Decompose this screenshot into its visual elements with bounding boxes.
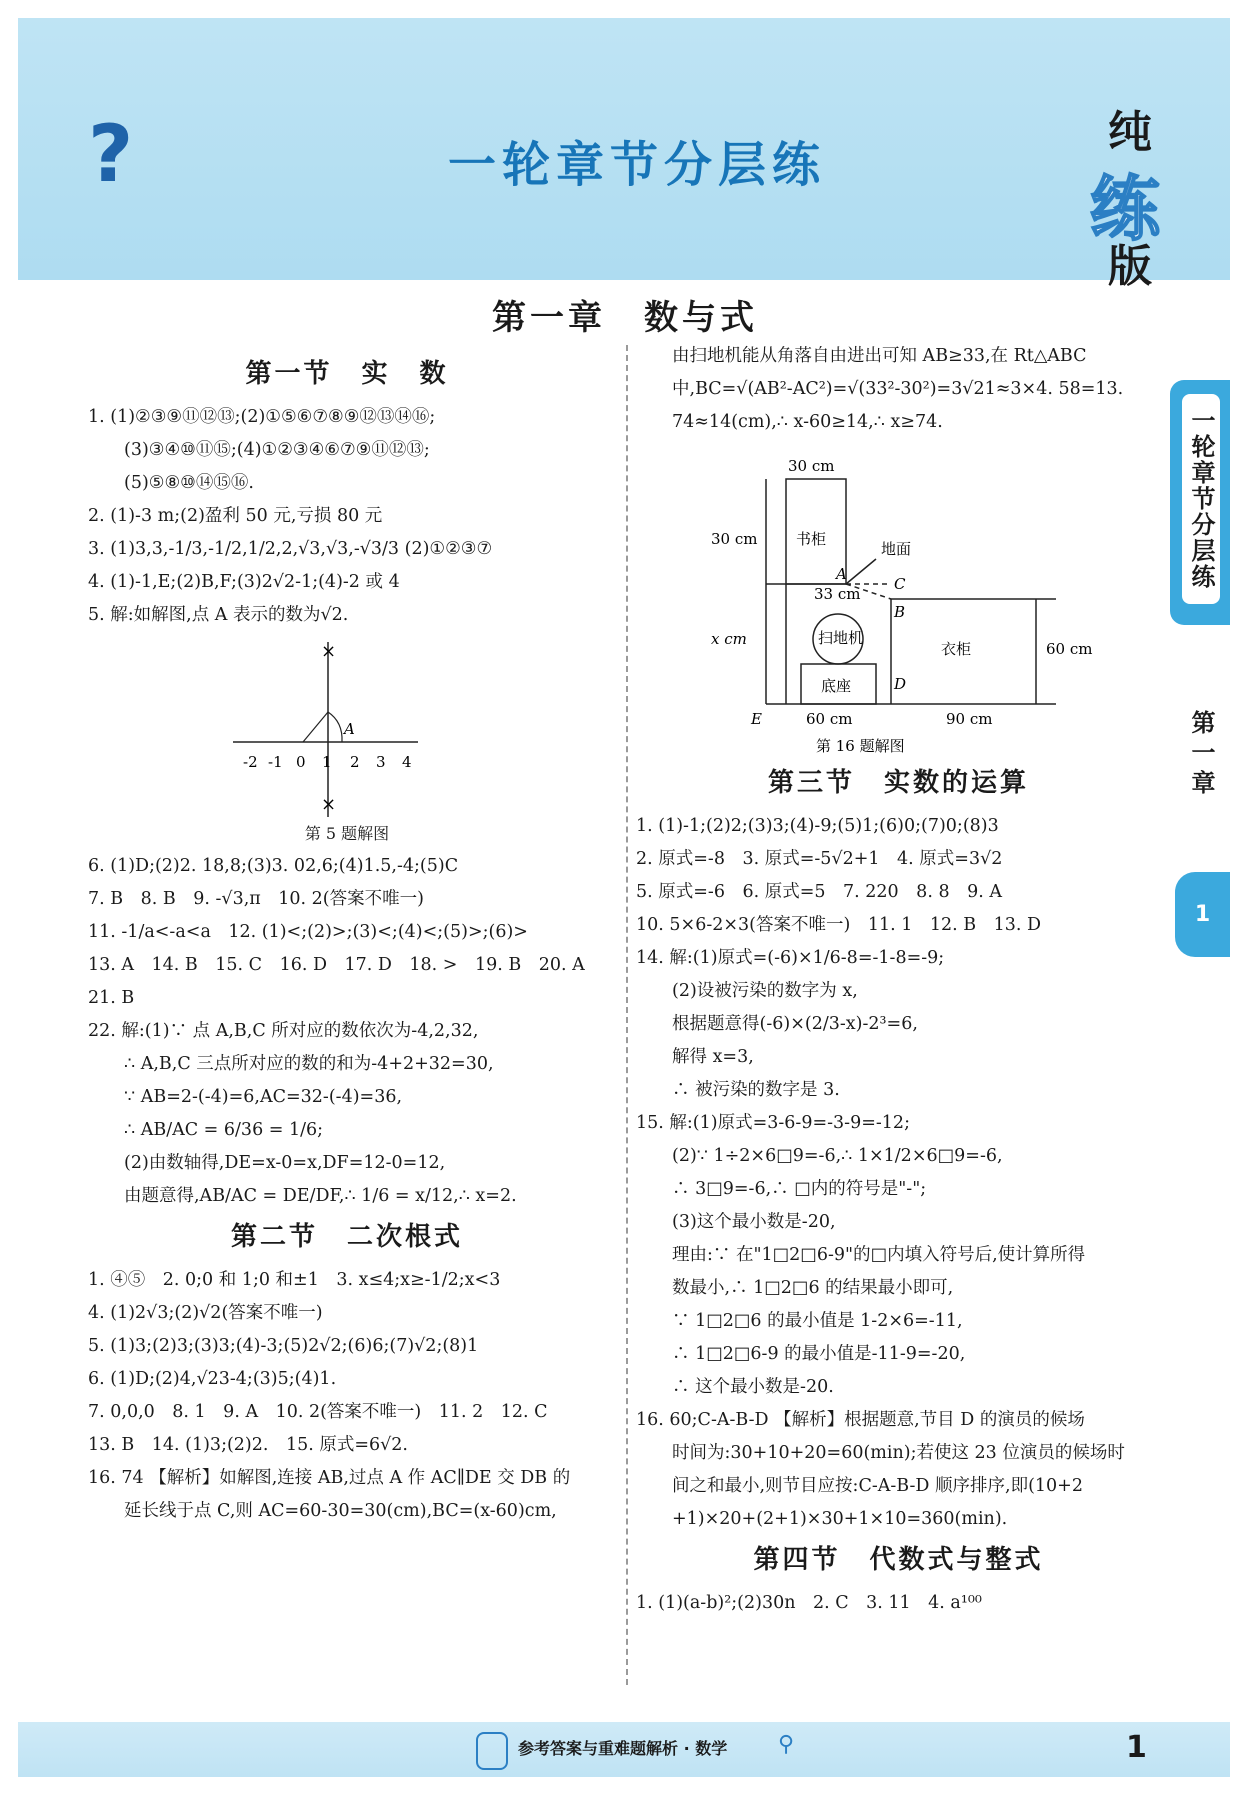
answer-line: 5. 解:如解图,点 A 表示的数为√2. [88,605,349,625]
section-title: 第一节 实 数 [245,359,449,389]
answer-line: (2)∵ 1÷2×6□9=-6,∴ 1×1/2×6□9=-6, [672,1146,1003,1166]
answer-line: 解得 x=3, [672,1047,754,1067]
tick-label: -1 [268,753,283,771]
right-column [636,340,1161,1620]
tick-label: 1 [322,753,332,771]
chapter-title: 第一章 数与式 [492,298,758,338]
answer-line: +1)×20+(2+1)×30+1×10=360(min). [672,1509,1008,1529]
fig-label: A [836,565,847,583]
answer-line: 15. 解:(1)原式=3-6-9=-3-9=-12; [636,1113,910,1133]
fig-label: 90 cm [946,710,993,728]
fig-label: 扫地机 [818,629,864,647]
figure-caption: 第 16 题解图 [816,737,905,755]
page-number: 1 [1126,1730,1147,1765]
edition-char-2: 练 [1090,168,1160,250]
answer-line: ∴ 被污染的数字是 3. [672,1080,840,1100]
tick-label: 2 [350,753,360,771]
answer-line: 11. -1/a<-a<a 12. (1)<;(2)>;(3)<;(4)<;(5)>;(6)> [88,922,528,942]
fig-label: 30 cm [788,457,835,475]
fig-label: E [751,710,762,728]
answer-line: ∴ AB/AC = 6/36 = 1/6; [124,1120,324,1140]
answer-line: 延长线于点 C,则 AC=60-30=30(cm),BC=(x-60)cm, [124,1501,557,1521]
search-icon: ⚲ [778,1732,795,1757]
fig-label: 底座 [821,677,852,695]
answer-line: (3)这个最小数是-20, [672,1212,836,1232]
footer-bar [18,1722,1230,1777]
side-page-badge: 1 [1175,872,1230,957]
answer-line: 数最小,∴ 1□2□6 的结果最小即可, [672,1278,954,1298]
answer-line: ∴ 3□9=-6,∴ □内的符号是"-"; [672,1179,927,1199]
answer-line: ∵ 1□2□6 的最小值是 1-2×6=-11, [672,1311,963,1331]
section-title: 第四节 代数式与整式 [753,1545,1044,1575]
number-line-svg [88,632,606,817]
wardrobe-figure [636,439,1161,759]
answer-line: ∴ 1□2□6-9 的最小值是-11-9=-20, [672,1344,966,1364]
answer-line: 6. (1)D;(2)2. 18,8;(3)3. 02,6;(4)1.5,-4;(5)C [88,856,459,876]
side-chapter-label: 第一章 [1187,710,1215,800]
figure-caption: 第 5 题解图 [304,824,390,843]
answer-line: 14. 解:(1)原式=(-6)×1/6-8=-1-8=-9; [636,948,945,968]
column-divider [626,345,628,1685]
answer-line: 13. B 14. (1)3;(2)2. 15. 原式=6√2. [88,1435,408,1455]
fig-label: 地面 [881,540,912,558]
answer-line: ∵ AB=2-(-4)=6,AC=32-(-4)=36, [124,1087,403,1107]
answer-line: 1. (1)-1;(2)2;(3)3;(4)-9;(5)1;(6)0;(7)0;(8)3 [636,816,999,836]
tick-label: 3 [376,753,386,771]
tick-label: -2 [243,753,258,771]
wardrobe-svg [636,439,1161,759]
answer-line: 22. 解:(1)∵ 点 A,B,C 所对应的数依次为-4,2,32, [88,1021,479,1041]
answer-line: 10. 5×6-2×3(答案不唯一) 11. 1 12. B 13. D [636,915,1042,935]
side-tab-label: 一轮章节分层练 [1182,394,1220,604]
answer-line: ∴ 这个最小数是-20. [672,1377,834,1397]
answer-line: 7. B 8. B 9. -√3,π 10. 2(答案不唯一) [88,889,424,909]
answer-line: 16. 74 【解析】如解图,连接 AB,过点 A 作 AC∥DE 交 DB 的 [88,1468,571,1488]
fig-label: B [894,603,906,621]
number-line-figure [88,632,606,817]
answer-line: (2)设被污染的数字为 x, [672,981,858,1001]
tick-label: 4 [402,753,412,771]
answer-line: (5)⑤⑧⑩⑭⑮⑯. [124,473,254,493]
answer-line: 间之和最小,则节目应按:C-A-B-D 顺序排序,即(10+2 [672,1476,1083,1496]
answer-line: 2. 原式=-8 3. 原式=-5√2+1 4. 原式=3√2 [636,849,1003,869]
left-column [88,350,606,1528]
fig-label: 33 cm [814,585,861,603]
fig-label: C [894,575,906,593]
fig-label: x cm [711,630,747,648]
section-title: 第三节 实数的运算 [767,768,1029,798]
answer-line: ∴ A,B,C 三点所对应的数的和为-4+2+32=30, [124,1054,494,1074]
answer-line: 根据题意得(-6)×(2/3-x)-2³=6, [672,1014,918,1034]
answer-line: 5. (1)3;(2)3;(3)3;(4)-3;(5)2√2;(6)6;(7)√2;(8)1 [88,1336,479,1356]
fig-label: 衣柜 [941,640,972,658]
fig-label: 书柜 [796,530,827,548]
side-tab [1170,380,1230,625]
header-banner [18,18,1230,292]
answer-line: (3)③④⑩⑪⑮;(4)①②③④⑥⑦⑨⑪⑫⑬; [124,440,430,460]
edition-char-1: 纯 [1108,107,1152,158]
fig-label: 30 cm [711,530,758,548]
answer-line: 由题意得,AB/AC = DE/DF,∴ 1/6 = x/12,∴ x=2. [124,1186,517,1206]
answer-line: 7. 0,0,0 8. 1 9. A 10. 2(答案不唯一) 11. 2 12. C [88,1402,548,1422]
answer-line: 1. ④⑤ 2. 0;0 和 1;0 和±1 3. x≤4;x≥-1/2;x<3 [88,1270,501,1290]
tick-label: 0 [296,753,306,771]
answer-line: 6. (1)D;(2)4,√23-4;(3)5;(4)1. [88,1369,337,1389]
fig-label: 60 cm [806,710,853,728]
answer-line: 4. (1)-1,E;(2)B,F;(3)2√2-1;(4)-2 或 4 [88,572,400,592]
fig-label: D [894,675,907,693]
answer-line: 理由:∵ 在"1□2□6-9"的□内填入符号后,使计算所得 [672,1245,1086,1265]
answer-line: 1. (1)②③⑨⑪⑫⑬;(2)①⑤⑥⑦⑧⑨⑫⑬⑭⑯; [88,407,436,427]
answer-line: 由扫地机能从角落自由进出可知 AB≥33,在 Rt△ABC [672,346,1087,366]
answer-line: 2. (1)-3 m;(2)盈利 50 元,亏损 80 元 [88,506,383,526]
answer-line: 13. A 14. B 15. C 16. D 17. D 18. > 19. B 20. A [88,955,585,975]
answer-line: 中,BC=√(AB²-AC²)=√(33²-30²)=3√21≈3×4. 58=13. [672,379,1124,399]
book-icon [476,1732,508,1770]
answer-line: 5. 原式=-6 6. 原式=5 7. 220 8. 8 9. A [636,882,1002,902]
svg-text:×: × [321,794,337,815]
answer-line: 16. 60;C-A-B-D 【解析】根据题意,节目 D 的演员的候场 [636,1410,1085,1430]
answer-line: (2)由数轴得,DE=x-0=x,DF=12-0=12, [124,1153,446,1173]
answer-line: 4. (1)2√3;(2)√2(答案不唯一) [88,1303,323,1323]
section-title: 第二节 二次根式 [230,1222,463,1252]
answer-line: 3. (1)3,3,-1/3,-1/2,1/2,2,√3,√3,-√3/3 (2)①②③⑦ [88,539,493,559]
answer-line: 74≈14(cm),∴ x-60≥14,∴ x≥74. [672,412,943,432]
answer-line: 21. B [88,988,135,1008]
answer-line: 1. (1)(a-b)²;(2)30n 2. C 3. 11 4. a¹⁰⁰ [636,1593,982,1613]
answer-line: 时间为:30+10+20=60(min);若使这 23 位演员的候场时 [672,1443,1125,1463]
fig-label: 60 cm [1046,640,1093,658]
point-a-label: A [344,720,355,738]
edition-char-3: 版 [1108,241,1152,292]
banner-title: 一轮章节分层练 [448,137,827,193]
footer-text: 参考答案与重难题解析 · 数学 [518,1739,728,1758]
svg-text:×: × [321,641,337,662]
question-mark-icon: ? [88,110,134,200]
